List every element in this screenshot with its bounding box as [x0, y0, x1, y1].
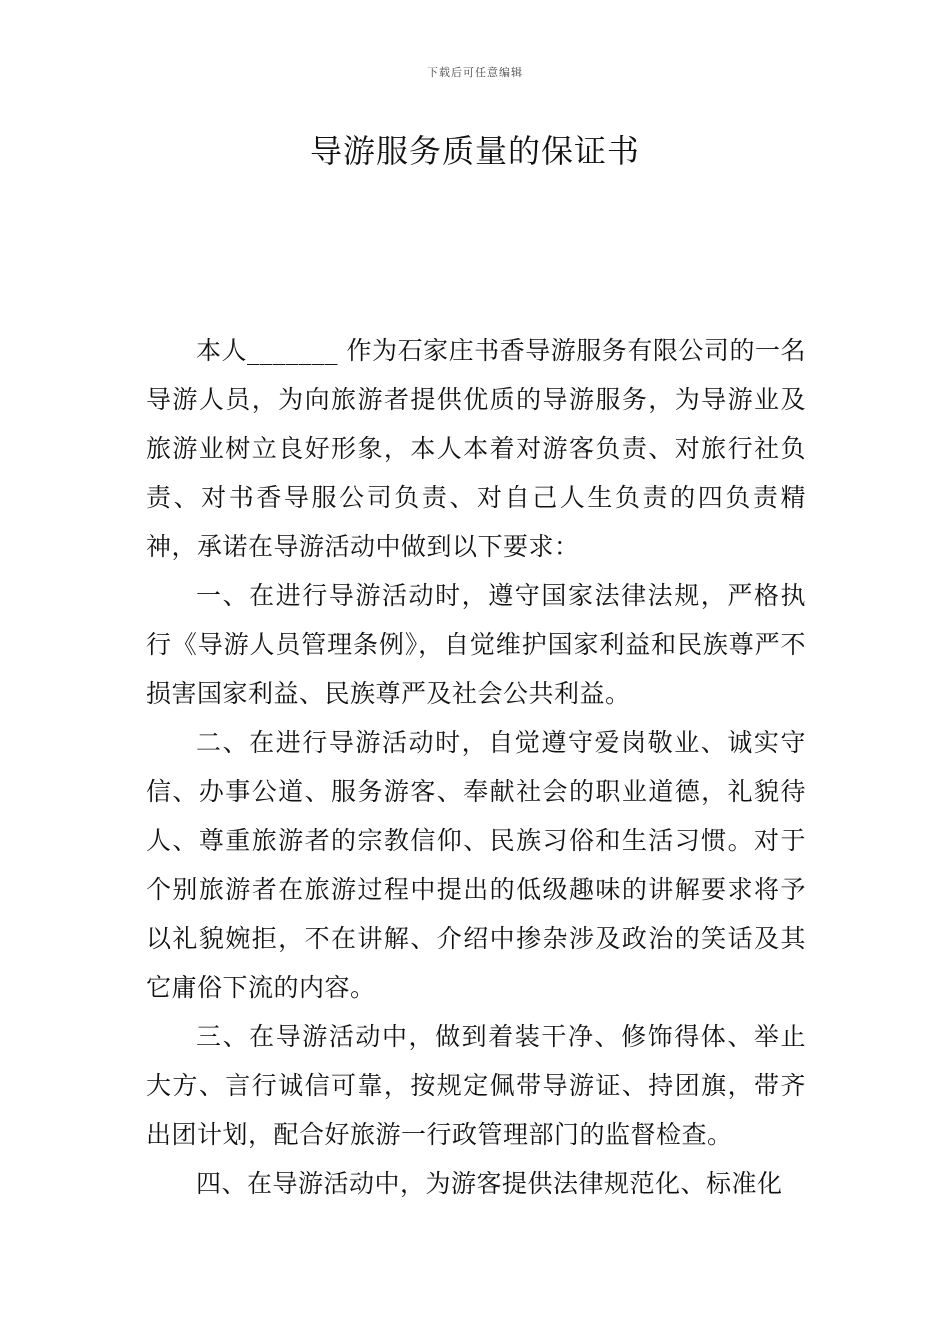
header-note: 下载后可任意编辑 — [427, 66, 523, 79]
paragraph-intro: 本人_______ 作为石家庄书香导游服务有限公司的一名导游人员，为向旅游者提供优质的导游服务，为导游业及旅游业树立良好形象，本人本着对游客负责、对旅行社负责、对书香导服公司负责、对自己人生负责的四负责精神，承诺在导游活动中做到以下要求： — [146, 336, 806, 561]
paragraph-item-4: 四、在导游活动中，为游客提供法律规范化、标准化 — [196, 1169, 783, 1198]
document-body — [146, 326, 806, 1208]
document-title: 导游服务质量的保证书 — [309, 132, 640, 170]
paragraph-item-1: 一、在进行导游活动时，遵守国家法律法规，严格执行《导游人员管理条例》，自觉维护国家利益和民族尊严不损害国家利益、民族尊严及社会公共利益。 — [146, 581, 806, 708]
paragraph-item-2: 二、在进行导游活动时，自觉遵守爱岗敬业、诚实守信、办事公道、服务游客、奉献社会的职业道德，礼貌待人、尊重旅游者的宗教信仰、民族习俗和生活习惯。对于个别旅游者在旅游过程中提出的低级趣味的讲解要求将予以礼貌婉拒，不在讲解、介绍中掺杂涉及政治的笑话及其它庸俗下流的内容。 — [146, 728, 806, 1002]
paragraph-item-3: 三、在导游活动中，做到着装干净、修饰得体、举止大方、言行诚信可靠，按规定佩带导游证、持团旗，带齐出团计划，配合好旅游一行政管理部门的监督检查。 — [146, 1022, 806, 1149]
